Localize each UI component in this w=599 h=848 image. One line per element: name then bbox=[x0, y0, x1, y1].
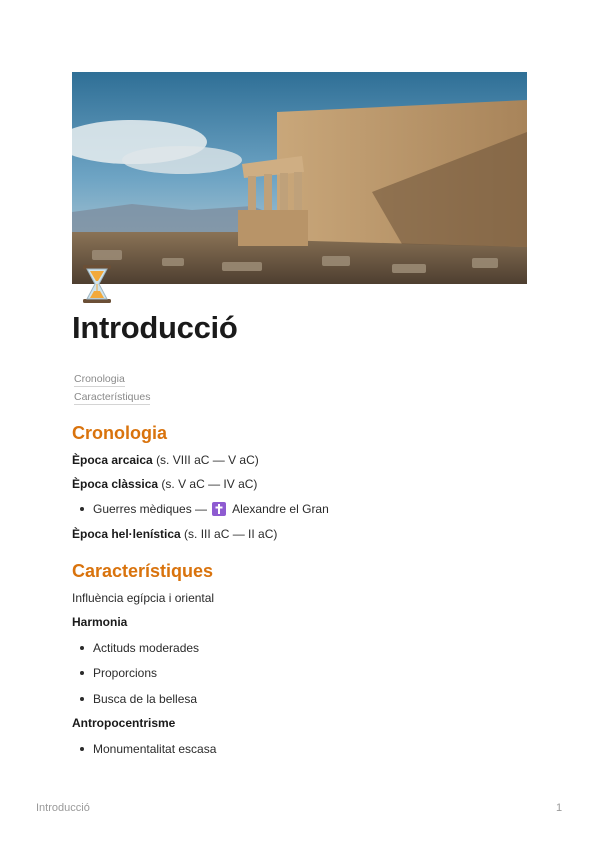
text-monumentalitat: Monumentalitat escasa bbox=[93, 742, 217, 756]
cover-image bbox=[72, 72, 527, 284]
text-bellesa: Busca de la bellesa bbox=[93, 692, 198, 706]
latin-cross-icon bbox=[212, 502, 226, 516]
text-proporcions: Proporcions bbox=[93, 666, 158, 680]
label-epoca-classica: Època clàssica bbox=[72, 477, 159, 491]
page-title: Introducció bbox=[72, 310, 238, 345]
label-epoca-arcaica: Època arcaica bbox=[72, 453, 153, 467]
label-antropocentrisme bbox=[72, 716, 175, 730]
paragraph-influencia: Influència egípcia i oriental bbox=[72, 591, 215, 605]
list-item bbox=[80, 666, 157, 680]
text-alexandre: Alexandre el Gran bbox=[232, 502, 329, 516]
paragraph-epoca-arcaica bbox=[72, 453, 259, 467]
footer-page-number: 1 bbox=[556, 802, 563, 814]
heading-caracteristiques: Característiques bbox=[72, 561, 214, 581]
text-actituds: Actituds moderades bbox=[93, 641, 200, 655]
label-epoca-hellenistica: Època hel·lenística bbox=[72, 527, 181, 541]
table-of-contents bbox=[74, 373, 150, 409]
list-item-guerres-mediques bbox=[80, 502, 329, 517]
range-epoca-hellenistica: (s. III aC — II aC) bbox=[184, 527, 278, 541]
toc-link-caracteristiques[interactable]: Característiques bbox=[74, 391, 151, 403]
bullet-dot bbox=[80, 747, 84, 751]
footer-page-title: Introducció bbox=[36, 802, 90, 814]
paragraph-epoca-classica bbox=[72, 477, 257, 491]
text-antropocentrisme: Antropocentrisme bbox=[72, 716, 176, 730]
range-epoca-classica: (s. V aC — IV aC) bbox=[161, 477, 258, 491]
heading-cronologia: Cronologia bbox=[72, 423, 167, 443]
list-item bbox=[80, 692, 197, 706]
bullet-dot bbox=[80, 507, 84, 511]
bullet-dot bbox=[80, 697, 84, 701]
list-item bbox=[80, 742, 216, 756]
label-harmonia bbox=[72, 615, 127, 629]
hourglass-icon bbox=[80, 263, 114, 305]
bullet-dot bbox=[80, 646, 84, 650]
range-epoca-arcaica: (s. VIII aC — V aC) bbox=[156, 453, 259, 467]
paragraph-epoca-hellenistica bbox=[72, 527, 277, 541]
list-item bbox=[80, 641, 199, 655]
text-guerres-mediques: Guerres mèdiques — bbox=[93, 502, 208, 516]
toc-link-cronologia[interactable]: Cronologia bbox=[74, 373, 125, 385]
text-harmonia: Harmonia bbox=[72, 615, 128, 629]
bullet-dot bbox=[80, 671, 84, 675]
